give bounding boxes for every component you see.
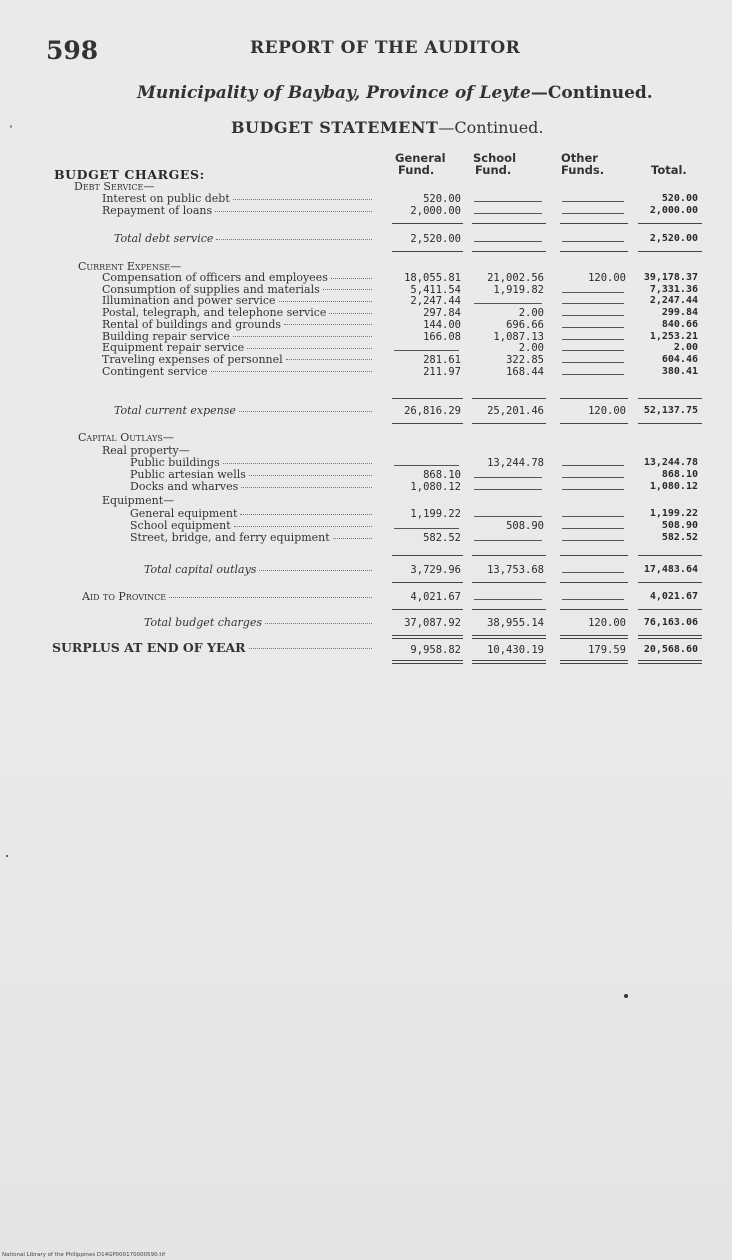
empty-cell-dash (474, 213, 542, 214)
row-label-text: Compensation of officers and employees (102, 271, 328, 284)
row-label-text: Traveling expenses of personnel (102, 352, 283, 366)
row-label-text: Interest on public debt (102, 192, 230, 205)
column-rule (560, 660, 628, 664)
column-rule (392, 582, 463, 583)
column-rule (472, 251, 546, 252)
cell-school: 13,244.78 (487, 457, 544, 469)
col-header-other (561, 152, 604, 176)
cell-general: 37,087.92 (404, 617, 461, 629)
column-rule (560, 635, 628, 639)
leader-dots (286, 359, 372, 360)
statement-title-continued: —Continued. (438, 118, 544, 137)
empty-cell-dash (562, 362, 624, 363)
statement-title (231, 118, 544, 137)
page-number: 598 (46, 36, 99, 65)
leader-dots (284, 324, 372, 325)
column-rule (472, 635, 546, 639)
row-label (102, 366, 372, 377)
leader-dots (323, 289, 372, 290)
cell-general: 4,021.67 (410, 591, 461, 603)
cell-school: 38,955.14 (487, 617, 544, 629)
empty-cell-dash (394, 350, 459, 351)
leader-dots (259, 570, 372, 571)
cell-other: 179.59 (588, 644, 626, 656)
empty-cell-dash (562, 477, 624, 478)
column-rule (560, 555, 628, 556)
empty-cell-dash (562, 489, 624, 490)
empty-cell-dash (562, 599, 624, 600)
row-label-text: Street, bridge, and ferry equipment (130, 531, 330, 544)
surplus-label (52, 642, 372, 653)
scan-speck (6, 855, 8, 857)
row-label (102, 307, 372, 318)
cell-total: 299.84 (661, 307, 698, 319)
row-label (114, 405, 372, 416)
col-header-general-line1: General (395, 151, 446, 165)
section-heading: Capital Outlays— (78, 431, 174, 444)
leader-dots (234, 526, 372, 527)
row-label (130, 469, 372, 480)
col-header-other-line1: Other (561, 151, 598, 165)
cell-general: 520.00 (423, 193, 461, 205)
cell-school: 1,087.13 (493, 330, 544, 343)
row-label (102, 272, 372, 283)
empty-cell-dash (394, 465, 459, 466)
cell-general: 18,055.81 (404, 272, 461, 284)
section-heading: Equipment— (102, 494, 175, 507)
leader-dots (241, 487, 372, 488)
cell-general: 2,000.00 (410, 205, 461, 217)
empty-cell-dash (562, 213, 624, 214)
empty-cell-dash (474, 516, 542, 517)
row-label-text: Consumption of supplies and materials (102, 282, 320, 296)
row-label-text: Total debt service (114, 232, 214, 245)
empty-cell-dash (562, 241, 624, 242)
cell-total: 4,021.67 (649, 591, 698, 602)
cell-general: 1,080.12 (410, 481, 461, 493)
leader-dots (265, 623, 372, 624)
cell-total: 868.10 (661, 469, 698, 480)
running-head: REPORT OF THE AUDITOR (250, 38, 521, 58)
leader-dots (233, 199, 372, 200)
col-header-total-line1: Total. (651, 163, 687, 177)
cell-total: 76,163.06 (643, 617, 698, 628)
empty-cell-dash (562, 292, 624, 293)
cell-general: 582.52 (423, 532, 461, 544)
subtitle-municipality: Municipality of Baybay, Province of Leyte (137, 83, 531, 103)
cell-general: 9,958.82 (410, 644, 461, 656)
empty-cell-dash (474, 477, 542, 478)
leader-dots (216, 239, 372, 240)
column-rule (392, 660, 463, 664)
statement-title-main: BUDGET STATEMENT (231, 118, 439, 137)
column-rule (392, 555, 463, 556)
scan-speck (624, 994, 628, 998)
cell-total: 582.52 (661, 532, 698, 543)
col-header-general-line2: Fund. (398, 163, 435, 177)
col-header-school-line2: Fund. (475, 163, 512, 177)
leader-dots (223, 463, 372, 464)
cell-school: 508.90 (506, 520, 544, 532)
empty-cell-dash (562, 201, 624, 202)
column-rule (560, 398, 628, 399)
cell-total: 508.90 (661, 520, 698, 531)
column-rule (392, 251, 463, 252)
cell-general: 2,247.44 (410, 295, 461, 308)
subtitle-continued: —Continued. (530, 83, 653, 103)
leader-dots (331, 278, 372, 279)
row-label-text: School equipment (130, 519, 231, 532)
cell-school: 322.85 (506, 353, 544, 366)
row-label-text: General equipment (130, 507, 238, 520)
empty-cell-dash (562, 374, 624, 375)
cell-school: 1,919.82 (493, 283, 544, 296)
column-rule (560, 609, 628, 610)
cell-total: 840.66 (661, 318, 698, 330)
row-label (82, 591, 372, 602)
cell-other: 120.00 (588, 405, 626, 417)
empty-cell-dash (562, 516, 624, 517)
empty-cell-dash (562, 315, 624, 316)
cell-total: 20,568.60 (643, 644, 698, 655)
column-rule (560, 251, 628, 252)
row-label-text: Total budget charges (144, 616, 262, 629)
row-label-text: Postal, telegraph, and telephone service (102, 306, 327, 320)
cell-school: 21,002.56 (487, 272, 544, 284)
cell-total: 2,247.44 (649, 295, 698, 307)
row-label-text: Repayment of loans (102, 204, 213, 217)
leader-dots (233, 336, 372, 337)
row-label (130, 520, 372, 531)
cell-school: 13,753.68 (487, 564, 544, 576)
empty-cell-dash (562, 465, 624, 466)
row-label (130, 508, 372, 519)
column-rule (472, 398, 546, 399)
cell-school: 168.44 (506, 365, 544, 378)
leader-dots (211, 371, 372, 372)
cell-school: 25,201.46 (487, 405, 544, 417)
empty-cell-dash (562, 528, 624, 529)
empty-cell-dash (562, 339, 624, 340)
column-rule (560, 582, 628, 583)
row-label-text: Total capital outlays (144, 563, 257, 576)
empty-cell-dash (474, 303, 542, 304)
cell-general: 144.00 (423, 318, 461, 331)
cell-total: 380.41 (661, 365, 698, 377)
row-label-text: Equipment repair service (102, 341, 245, 355)
column-rule (472, 582, 546, 583)
cell-general: 281.61 (423, 353, 461, 366)
empty-cell-dash (562, 572, 624, 573)
cell-general: 1,199.22 (410, 508, 461, 520)
row-label-text: Total current expense (114, 404, 236, 417)
empty-cell-dash (474, 201, 542, 202)
cell-total: 1,080.12 (649, 481, 698, 492)
cell-school: 2.00 (518, 307, 544, 320)
cell-total: 17,483.64 (643, 564, 698, 575)
row-label-text: Illumination and power service (102, 294, 276, 308)
section-heading: Real property— (102, 444, 190, 457)
subtitle (137, 83, 653, 103)
empty-cell-dash (394, 528, 459, 529)
cell-school: 2.00 (518, 342, 544, 355)
column-rule (638, 582, 702, 583)
column-rule (472, 609, 546, 610)
column-rule (638, 251, 702, 252)
row-label-text: SURPLUS AT END OF YEAR (52, 640, 246, 655)
leader-dots (333, 538, 372, 539)
column-rule (472, 660, 546, 664)
empty-cell-dash (562, 540, 624, 541)
leader-dots (279, 301, 372, 302)
empty-cell-dash (562, 350, 624, 351)
row-label (102, 284, 372, 295)
column-rule (638, 423, 702, 424)
column-rule (472, 223, 546, 224)
cell-school: 696.66 (506, 318, 544, 331)
column-rule (638, 609, 702, 610)
row-label-text: Aid to Province (82, 590, 167, 603)
cell-general: 3,729.96 (410, 564, 461, 576)
leader-dots (249, 475, 372, 476)
row-label (144, 617, 372, 628)
cell-school: 10,430.19 (487, 644, 544, 656)
cell-general: 2,520.00 (410, 233, 461, 245)
row-label (130, 457, 372, 468)
row-label (102, 295, 372, 306)
col-header-school-line1: School (473, 151, 517, 165)
row-label-text: Public artesian wells (130, 468, 246, 481)
cell-general: 26,816.29 (404, 405, 461, 417)
column-rule (638, 635, 702, 639)
row-label (114, 233, 372, 244)
section-heading: Current Expense— (78, 260, 182, 273)
section-heading: Debt Service— (74, 180, 155, 193)
column-rule (638, 555, 702, 556)
row-label (144, 564, 372, 575)
row-label-text: Rental of buildings and grounds (102, 317, 282, 331)
column-rule (392, 223, 463, 224)
budget-charges-label: BUDGET CHARGES: (54, 167, 205, 182)
col-header-school (473, 152, 516, 176)
cell-general: 211.97 (423, 365, 461, 378)
column-rule (472, 555, 546, 556)
column-rule (392, 635, 463, 639)
column-rule (392, 423, 463, 424)
row-label (102, 354, 372, 365)
column-rule (560, 423, 628, 424)
cell-general: 5,411.54 (410, 283, 461, 296)
col-header-other-line2: Funds. (561, 163, 605, 177)
column-rule (560, 223, 628, 224)
column-rule (638, 398, 702, 399)
empty-cell-dash (474, 599, 542, 600)
cell-other: 120.00 (588, 617, 626, 629)
cell-total: 1,199.22 (649, 508, 698, 519)
column-rule (392, 609, 463, 610)
cell-total: 520.00 (661, 193, 698, 204)
cell-total: 604.46 (661, 353, 698, 365)
scan-speck (10, 125, 12, 128)
empty-cell-dash (562, 327, 624, 328)
row-label (102, 342, 372, 353)
empty-cell-dash (474, 241, 542, 242)
cell-general: 166.08 (423, 330, 461, 343)
column-rule (638, 223, 702, 224)
cell-general: 868.10 (423, 469, 461, 481)
row-label (130, 532, 372, 543)
cell-total: 2.00 (673, 342, 698, 354)
cell-total: 1,253.21 (649, 330, 698, 342)
cell-total: 39,178.37 (643, 272, 698, 283)
row-label (102, 331, 372, 342)
cell-total: 2,520.00 (649, 233, 698, 244)
row-label-text: Docks and wharves (130, 480, 239, 493)
column-rule (638, 660, 702, 664)
cell-total: 2,000.00 (649, 205, 698, 216)
empty-cell-dash (474, 489, 542, 490)
empty-cell-dash (562, 303, 624, 304)
row-label (130, 481, 372, 492)
leader-dots (249, 648, 372, 649)
row-label (102, 319, 372, 330)
row-label (102, 205, 372, 216)
column-rule (472, 423, 546, 424)
empty-cell-dash (474, 540, 542, 541)
cell-other: 120.00 (588, 272, 626, 284)
leader-dots (215, 211, 372, 212)
leader-dots (239, 411, 372, 412)
footer-source: National Library of the Philippines D14GP000170000590.tif (2, 1252, 166, 1258)
cell-total: 13,244.78 (643, 457, 698, 468)
cell-total: 7,331.36 (649, 283, 698, 295)
leader-dots (247, 348, 372, 349)
cell-total: 52,137.75 (643, 405, 698, 416)
row-label-text: Building repair service (102, 329, 230, 343)
col-header-general (395, 152, 446, 176)
row-label-text: Contingent service (102, 364, 208, 378)
column-rule (392, 398, 463, 399)
leader-dots (329, 313, 372, 314)
row-label (102, 193, 372, 204)
leader-dots (240, 514, 372, 515)
leader-dots (169, 597, 372, 598)
col-header-total (651, 164, 687, 176)
row-label-text: Public buildings (130, 456, 220, 469)
cell-general: 297.84 (423, 307, 461, 320)
